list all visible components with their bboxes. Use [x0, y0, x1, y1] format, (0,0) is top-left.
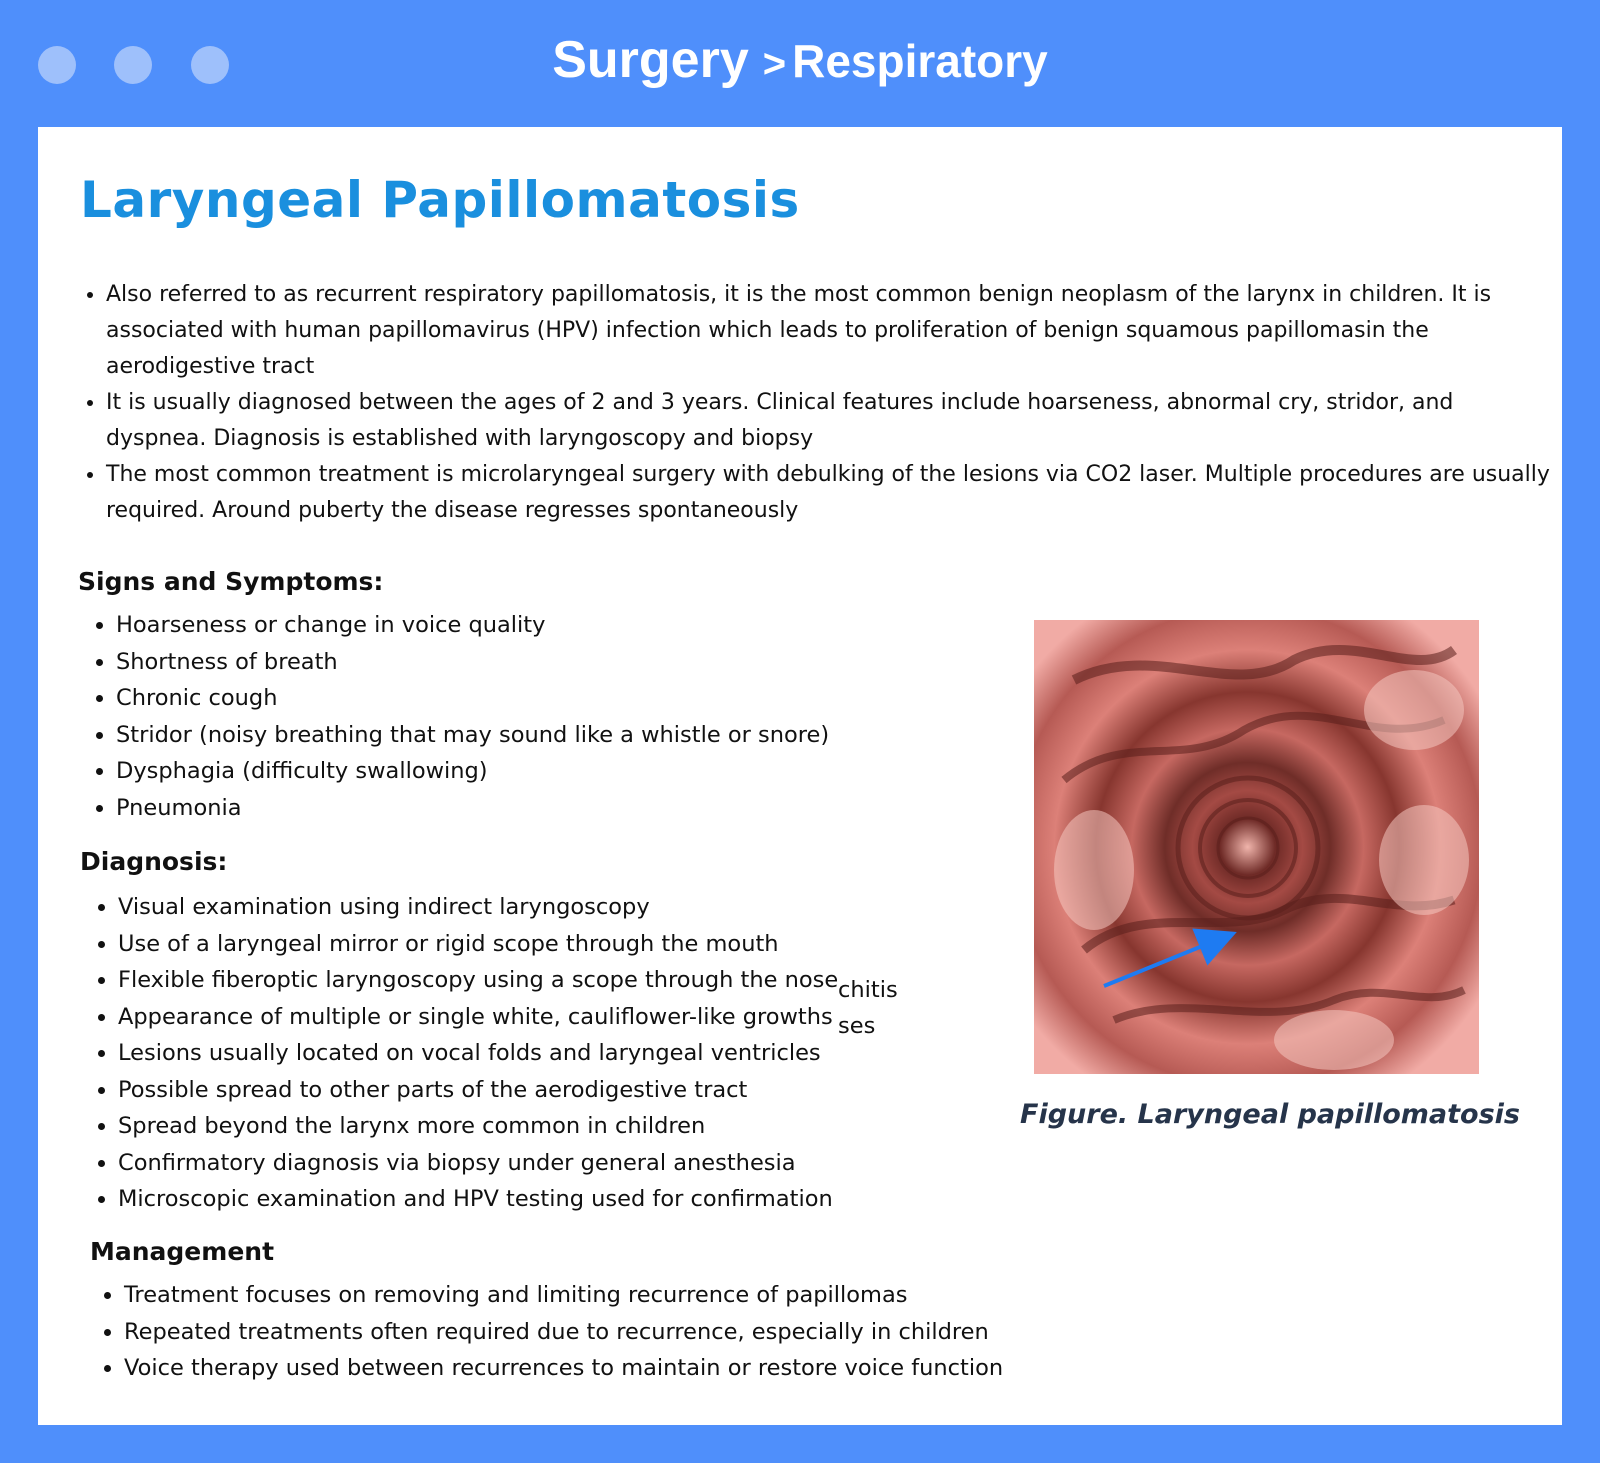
list-item: • Flexible fiberoptic laryngoscopy using a scope through the nose	[118, 962, 838, 999]
list-item: • Dysphagia (difficulty swallowing)	[116, 753, 829, 790]
diagnosis-heading: Diagnosis:	[80, 847, 228, 876]
list-item: • Spread beyond the larynx more common in children	[118, 1108, 838, 1145]
list-item: • Voice therapy used between recurrences to maintain or restore voice function	[124, 1350, 1003, 1387]
list-item: • Use of a laryngeal mirror or rigid scope through the mouth	[118, 926, 838, 963]
list-item: • Confirmatory diagnosis via biopsy under general anesthesia	[118, 1145, 838, 1182]
breadcrumb-topic[interactable]: Respiratory	[792, 35, 1048, 87]
intro-item: • The most common treatment is microlaryngeal surgery with debulking of the lesions via CO2 laser. Multiple procedures are usually required. Around puberty the disease regresses spontaneously	[106, 457, 1556, 529]
list-item: • Chronic cough	[116, 680, 829, 717]
signs-list	[90, 607, 829, 826]
list-item: • Repeated treatments often required due to recurrence, especially in children	[124, 1314, 1003, 1351]
list-item: • Lesions usually located on vocal folds and laryngeal ventricles	[118, 1035, 838, 1072]
list-item: • Possible spread to other parts of the aerodigestive tract	[118, 1072, 838, 1109]
intro-item: • It is usually diagnosed between the ages of 2 and 3 years. Clinical features include hoarseness, abnormal cry, stridor, and dyspnea. Diagnosis is established with laryngoscopy and biopsy	[106, 385, 1556, 457]
intro-item: • Also referred to as recurrent respiratory papillomatosis, it is the most common benign neoplasm of the larynx in children. It is associated with human papillomavirus (HPV) infection which leads to proliferation of benign squamous papillomasin the aerodigestive tract	[106, 277, 1556, 385]
list-item: • Shortness of breath	[116, 644, 829, 681]
list-item: • Treatment focuses on removing and limiting recurrence of papillomas	[124, 1277, 1003, 1314]
list-item: • Appearance of multiple or single white, cauliflower-like growths	[118, 999, 838, 1036]
content-panel	[38, 127, 1562, 1425]
breadcrumb-separator: >	[762, 42, 787, 86]
figure-image	[1034, 620, 1479, 1074]
figure-caption: Figure. Laryngeal papillomatosis	[1020, 1099, 1521, 1130]
stray-text-fragment: ses	[838, 1013, 876, 1039]
list-item: • Stridor (noisy breathing that may sound like a whistle or snore)	[116, 717, 829, 754]
list-item: • Microscopic examination and HPV testing used for confirmation	[118, 1181, 838, 1218]
breadcrumb-section[interactable]: Surgery	[552, 31, 749, 89]
diagnosis-list	[92, 889, 838, 1218]
list-item: • Pneumonia	[116, 790, 829, 827]
page-title: Laryngeal Papillomatosis	[80, 171, 800, 229]
management-heading: Management	[90, 1237, 275, 1266]
management-list	[98, 1277, 1003, 1387]
list-item: • Visual examination using indirect laryngoscopy	[118, 889, 838, 926]
list-item: • Hoarseness or change in voice quality	[116, 607, 829, 644]
signs-heading: Signs and Symptoms:	[78, 567, 384, 596]
intro-list	[80, 277, 1556, 529]
stray-text-fragment: chitis	[838, 977, 898, 1003]
breadcrumb	[0, 30, 1600, 90]
